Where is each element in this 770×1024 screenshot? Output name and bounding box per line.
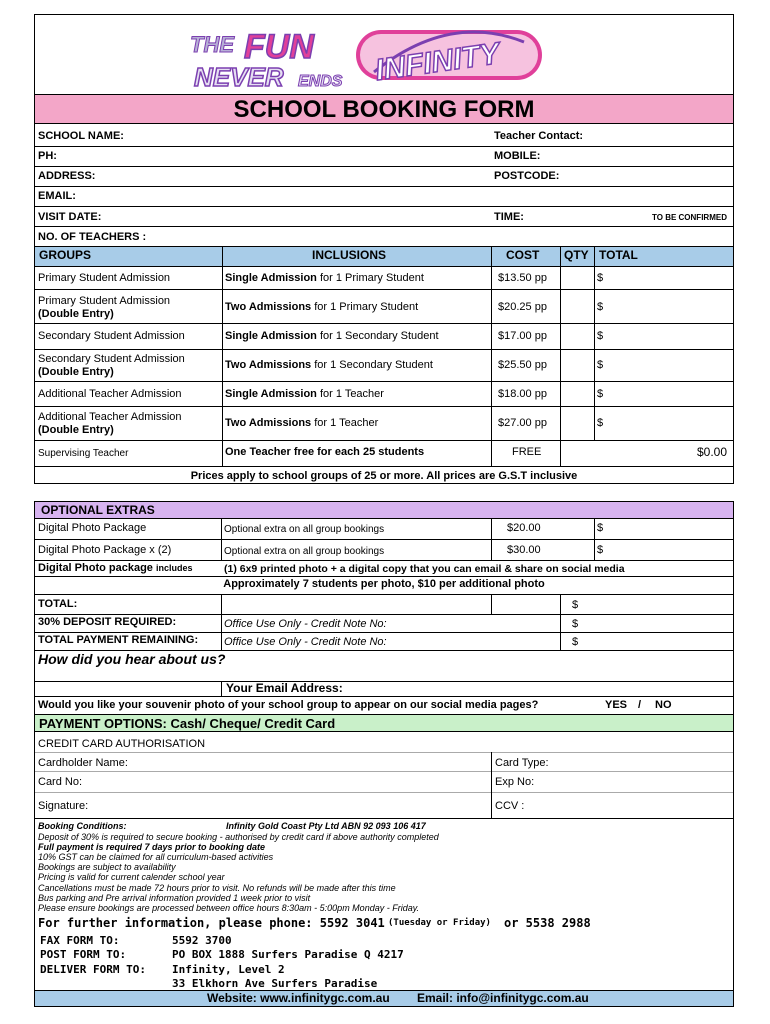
group-name: Secondary Student Admission bbox=[38, 353, 185, 365]
office-use-1: Office Use Only - Credit Note No: bbox=[224, 618, 387, 630]
col-divider bbox=[221, 519, 222, 561]
teacher-contact-label: Teacher Contact: bbox=[494, 130, 584, 142]
group-sub: (Double Entry) bbox=[38, 424, 114, 436]
svg-text:ENDS: ENDS bbox=[298, 73, 343, 90]
col-divider bbox=[594, 519, 595, 561]
cost: $13.50 pp bbox=[498, 272, 547, 284]
divider bbox=[35, 614, 733, 615]
condition-line: Cancellations must be made 72 hours prior to visit. No refunds will be made after this time bbox=[38, 883, 396, 893]
phone-days: (Tuesday or Friday) bbox=[388, 918, 491, 928]
col-divider bbox=[491, 246, 492, 466]
deposit-value: $ bbox=[572, 618, 579, 630]
condition-line: Deposit of 30% is required to secure booking - authorised by credit card if above authority completed bbox=[38, 832, 439, 842]
inclusion: One Teacher free for each 25 students bbox=[225, 446, 425, 458]
inclusion: Single Admission for 1 Teacher bbox=[225, 388, 384, 400]
divider bbox=[35, 246, 733, 247]
yes-option[interactable]: YES bbox=[605, 699, 628, 711]
infinity-logo bbox=[354, 22, 544, 88]
extra-cost: $20.00 bbox=[507, 522, 541, 534]
cardholder-label: Cardholder Name: bbox=[38, 757, 128, 769]
includes-text: (1) 6x9 printed photo + a digital copy that you can email & share on social media bbox=[224, 563, 625, 575]
extra-total: $ bbox=[597, 544, 604, 556]
total: $ bbox=[597, 330, 604, 342]
divider bbox=[35, 406, 733, 407]
visit-date-label: VISIT DATE: bbox=[38, 211, 102, 223]
col-total: TOTAL bbox=[599, 248, 638, 262]
divider bbox=[35, 146, 733, 147]
page-title: SCHOOL BOOKING FORM bbox=[35, 94, 733, 124]
includes-label: Digital Photo package includes bbox=[38, 562, 193, 574]
condition-line: Full payment is required 7 days prior to booking date bbox=[38, 842, 266, 852]
divider bbox=[35, 349, 733, 350]
extra-desc: Optional extra on all group bookings bbox=[224, 524, 385, 535]
group-name: Supervising Teacher bbox=[38, 448, 129, 459]
deliver-line-2: 33 Elkhorn Ave Surfers Paradise bbox=[172, 977, 378, 990]
extra-name: Digital Photo Package bbox=[38, 522, 147, 534]
card-type-label: Card Type: bbox=[495, 757, 549, 769]
divider bbox=[35, 576, 733, 577]
group-name: Additional Teacher Admission bbox=[38, 388, 182, 400]
total: $ bbox=[597, 272, 604, 284]
phone-label: PH: bbox=[38, 150, 57, 162]
total: $ bbox=[597, 417, 604, 429]
total-label: TOTAL: bbox=[38, 598, 78, 610]
divider bbox=[35, 166, 733, 167]
total: $ bbox=[597, 388, 604, 400]
condition-line: Bus parking and Pre arrival information provided 1 week prior to visit bbox=[38, 893, 311, 903]
cost: $17.00 pp bbox=[498, 330, 547, 342]
signature-label: Signature: bbox=[38, 800, 89, 812]
svg-text:FUN: FUN bbox=[244, 28, 314, 66]
no-teachers-label: NO. OF TEACHERS : bbox=[38, 231, 147, 243]
cost: FREE bbox=[512, 446, 542, 458]
condition-line: 10% GST can be claimed for all curriculum-based activities bbox=[38, 852, 274, 862]
col-cost: COST bbox=[506, 248, 540, 262]
col-groups: GROUPS bbox=[39, 248, 92, 262]
inclusion: Two Admissions for 1 Primary Student bbox=[225, 301, 419, 313]
col-divider bbox=[222, 246, 223, 466]
col-divider bbox=[221, 681, 222, 696]
deliver-label: DELIVER FORM TO: bbox=[40, 963, 146, 976]
hear-about-us: How did you hear about us? bbox=[38, 651, 226, 667]
post-label: POST FORM TO: bbox=[40, 948, 127, 961]
deposit-label: 30% DEPOSIT REQUIRED: bbox=[38, 616, 177, 628]
svg-text:NEVER: NEVER bbox=[194, 62, 284, 92]
payment-options-heading: PAYMENT OPTIONS: Cash/ Cheque/ Credit Card bbox=[35, 714, 733, 732]
condition-line: Please ensure bookings are processed between office hours 8:30am - 5:00pm Monday - Friday. bbox=[38, 903, 420, 913]
divider bbox=[35, 594, 733, 595]
fun-never-ends-logo bbox=[186, 28, 364, 92]
col-inclusions: INCLUSIONS bbox=[312, 248, 387, 262]
conditions-title: Booking Conditions: bbox=[38, 821, 127, 831]
remaining-label: TOTAL PAYMENT REMAINING: bbox=[38, 634, 199, 646]
divider bbox=[35, 681, 733, 682]
email-label: EMAIL: bbox=[38, 190, 76, 202]
souvenir-question: Would you like your souvenir photo of your school group to appear on our social media pages? bbox=[38, 699, 539, 711]
grand-total: $0.00 bbox=[697, 445, 728, 459]
total: $ bbox=[597, 301, 604, 313]
cost: $27.00 pp bbox=[498, 417, 547, 429]
col-divider bbox=[491, 594, 492, 614]
pricing-note: Prices apply to school groups of 25 or more. All prices are G.S.T inclusive bbox=[190, 470, 578, 482]
col-divider bbox=[594, 246, 595, 440]
inclusion: Two Admissions for 1 Teacher bbox=[225, 417, 379, 429]
divider bbox=[35, 539, 733, 540]
exp-label: Exp No: bbox=[495, 776, 535, 788]
svg-text:INFINITY: INFINITY bbox=[373, 37, 502, 88]
divider bbox=[35, 696, 733, 697]
footer-bar bbox=[35, 990, 733, 1006]
abn: Infinity Gold Coast Pty Ltd ABN 92 093 106 417 bbox=[226, 821, 426, 831]
group-name: Primary Student Admission bbox=[38, 272, 171, 284]
divider bbox=[35, 818, 733, 819]
divider bbox=[35, 560, 733, 561]
remaining-value: $ bbox=[572, 636, 579, 648]
extra-cost: $30.00 bbox=[507, 544, 541, 556]
divider bbox=[35, 206, 733, 207]
optional-extras-heading: OPTIONAL EXTRAS bbox=[35, 502, 733, 519]
svg-text:THE: THE bbox=[190, 32, 234, 57]
total-value: $ bbox=[572, 599, 579, 611]
card-no-label: Card No: bbox=[38, 776, 83, 788]
col-divider bbox=[560, 594, 561, 650]
fax-label: FAX FORM TO: bbox=[40, 934, 120, 947]
cost: $18.00 pp bbox=[498, 388, 547, 400]
postcode-label: POSTCODE: bbox=[494, 170, 560, 182]
divider bbox=[35, 771, 733, 772]
office-use-2: Office Use Only - Credit Note No: bbox=[224, 636, 387, 648]
divider bbox=[35, 266, 733, 267]
logo-area bbox=[186, 22, 546, 92]
divider bbox=[35, 440, 733, 441]
divider bbox=[35, 381, 733, 382]
cost: $20.25 pp bbox=[498, 301, 547, 313]
time-label: TIME: bbox=[494, 211, 524, 223]
col-divider bbox=[221, 594, 222, 650]
ccv-label: CCV : bbox=[495, 800, 525, 812]
extra-total: $ bbox=[597, 522, 604, 534]
col-divider bbox=[491, 519, 492, 561]
school-name-label: SCHOOL NAME: bbox=[38, 130, 124, 142]
group-name: Additional Teacher Admission bbox=[38, 411, 182, 423]
divider bbox=[35, 632, 733, 633]
group-sub: (Double Entry) bbox=[38, 366, 114, 378]
inclusion: Single Admission for 1 Secondary Student bbox=[225, 330, 439, 342]
col-divider bbox=[560, 246, 561, 466]
fax-number: 5592 3700 bbox=[172, 934, 232, 947]
to-be-confirmed: TO BE CONFIRMED bbox=[652, 213, 727, 222]
approx-note: Approximately 7 students per photo, $10 per additional photo bbox=[223, 578, 545, 590]
group-name: Primary Student Admission bbox=[38, 295, 171, 307]
inclusion: Two Admissions for 1 Secondary Student bbox=[225, 359, 433, 371]
col-divider bbox=[491, 752, 492, 818]
divider bbox=[35, 323, 733, 324]
post-address: PO BOX 1888 Surfers Paradise Q 4217 bbox=[172, 948, 404, 961]
address-label: ADDRESS: bbox=[38, 170, 96, 182]
inclusion: Single Admission for 1 Primary Student bbox=[225, 272, 424, 284]
extra-desc: Optional extra on all group bookings bbox=[224, 546, 385, 557]
col-qty: QTY bbox=[564, 248, 589, 262]
no-option[interactable]: NO bbox=[655, 699, 672, 711]
condition-line: Pricing is valid for current calender school year bbox=[38, 872, 225, 882]
your-email-label: Your Email Address: bbox=[226, 681, 343, 695]
divider bbox=[35, 226, 733, 227]
extra-name: Digital Photo Package x (2) bbox=[38, 544, 172, 556]
alt-phone: or 5538 2988 bbox=[504, 916, 591, 930]
slash: / bbox=[638, 699, 642, 711]
email-link[interactable]: Email: info@infinitygc.com.au bbox=[417, 991, 589, 1005]
divider bbox=[35, 186, 733, 187]
phone-info: For further information, please phone: 5592 3041 bbox=[38, 916, 385, 930]
website-link[interactable]: Website: www.infinitygc.com.au bbox=[207, 991, 390, 1005]
divider bbox=[35, 466, 733, 467]
condition-line: Bookings are subject to availability bbox=[38, 862, 176, 872]
cc-auth-label: CREDIT CARD AUTHORISATION bbox=[38, 738, 206, 750]
total: $ bbox=[597, 359, 604, 371]
cost: $25.50 pp bbox=[498, 359, 547, 371]
mobile-label: MOBILE: bbox=[494, 150, 541, 162]
divider bbox=[35, 752, 733, 753]
divider bbox=[35, 289, 733, 290]
deliver-line-1: Infinity, Level 2 bbox=[172, 963, 285, 976]
group-name: Secondary Student Admission bbox=[38, 330, 185, 342]
divider bbox=[35, 792, 733, 793]
group-sub: (Double Entry) bbox=[38, 308, 114, 320]
